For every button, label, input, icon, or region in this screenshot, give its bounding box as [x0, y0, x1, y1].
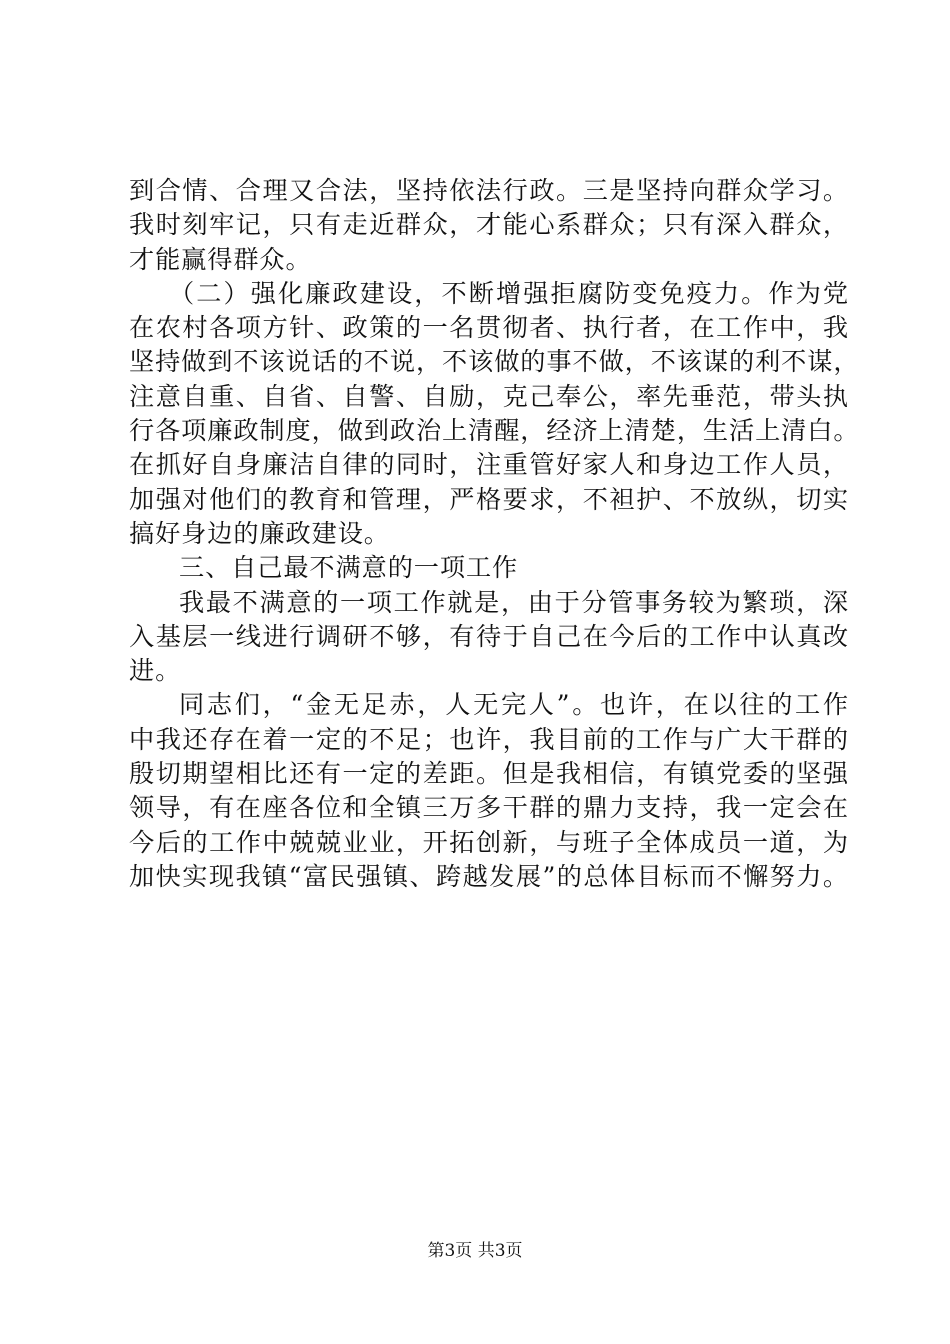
- page-footer: 第3页 共3页: [427, 1241, 523, 1261]
- section-heading: 三、自己最不满意的一项工作: [179, 553, 519, 583]
- text-line: 加强对他们的教育和管理，严格要求，不袒护、不放纵，切实: [129, 484, 849, 514]
- paragraph-start-line: （二）强化廉政建设，不断增强拒腐防变免疫力。作为党: [169, 278, 849, 308]
- text-line: 入基层一线进行调研不够，有待于自己在今后的工作中认真改: [129, 621, 849, 651]
- text-line: 加快实现我镇“富民强镇、跨越发展”的总体目标而不懈努力。: [129, 861, 849, 891]
- text-line: 进。: [129, 656, 182, 686]
- text-line: 我时刻牢记，只有走近群众，才能心系群众；只有深入群众，: [129, 210, 849, 240]
- text-line: 今后的工作中兢兢业业，开拓创新，与班子全体成员一道，为: [129, 827, 849, 857]
- document-body: [129, 174, 860, 894]
- text-line: 中我还存在着一定的不足；也许，我目前的工作与广大干群的: [129, 724, 849, 754]
- text-line: 殷切期望相比还有一定的差距。但是我相信，有镇党委的坚强: [129, 759, 849, 789]
- paragraph-start-line: 我最不满意的一项工作就是，由于分管事务较为繁琐，深: [179, 587, 849, 617]
- text-line: 到合情、合理又合法，坚持依法行政。三是坚持向群众学习。: [129, 176, 849, 205]
- text-line: 行各项廉政制度，做到政治上清醒，经济上清楚，生活上清白。: [129, 416, 860, 446]
- text-line: 领导，有在座各位和全镇三万多干群的鼎力支持，我一定会在: [129, 793, 849, 823]
- text-line: 注意自重、自省、自警、自励，克己奉公，率先垂范，带头执: [129, 381, 849, 411]
- text-line: 在农村各项方针、政策的一名贯彻者、执行者，在工作中，我: [129, 313, 849, 343]
- text-line: 在抓好自身廉洁自律的同时，注重管好家人和身边工作人员，: [129, 450, 849, 480]
- text-line: 坚持做到不该说话的不说，不该做的事不做，不该谋的利不谋，: [129, 347, 860, 377]
- text-line: 搞好身边的廉政建设。: [129, 518, 390, 548]
- text-line: 才能赢得群众。: [129, 244, 312, 274]
- paragraph-start-line: 同志们，“金无足赤，人无完人”。也许，在以往的工作: [179, 690, 849, 720]
